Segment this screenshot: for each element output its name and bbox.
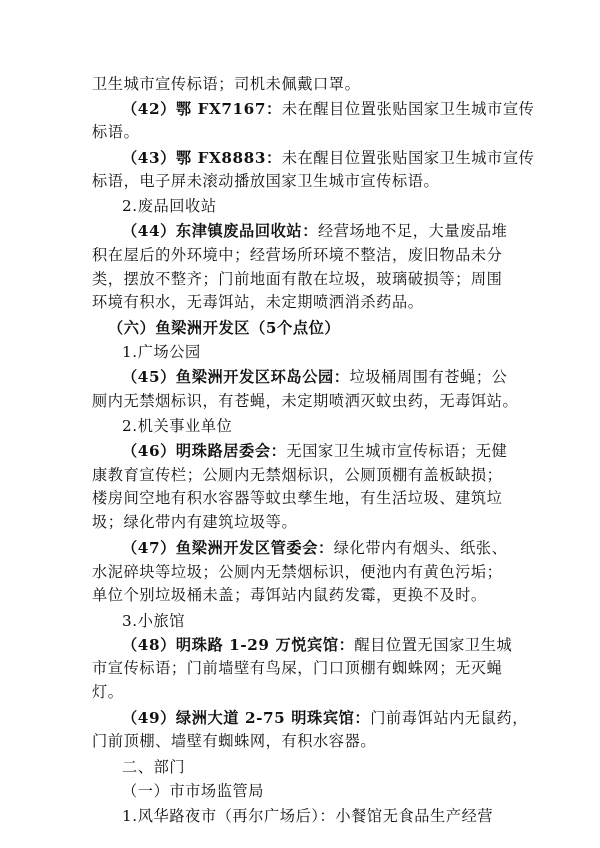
text-line: 灯。 — [92, 683, 124, 702]
text-line: 1.风华路夜市（再尔广场后）：小餐馆无食品生产经营 — [122, 807, 494, 825]
text-line: 类，摆放不整齐；门前地面有散在垃圾，玻璃破损等；周围 — [92, 269, 503, 288]
text-line: 卫生城市宣传标语；司机未佩戴口罩。 — [92, 75, 361, 93]
subheading: 3.小旅馆 — [122, 611, 186, 630]
text-line: 积在屋后的外环境中；经营场所环境不整洁，废旧物品未分 — [92, 245, 503, 264]
text-line: 门前顶棚、墙壁有蜘蛛网，有积水容器。 — [92, 732, 377, 751]
text-line: 单位个别垃圾桶未盖；毒饵站内鼠药发霉，更换不及时。 — [92, 586, 487, 605]
text-line: （48）明珠路 1-29 万悦宾馆：醒目位置无国家卫生城 — [122, 635, 513, 654]
text-line: 标语。 — [92, 123, 140, 142]
subheading: 1.广场公园 — [122, 343, 201, 362]
text-line: 市宣传标语；门前墙壁有鸟屎，门口顶棚有蜘蛛网；无灭蝇 — [92, 659, 503, 678]
text-line: （49）绿洲大道 2-75 明珠宾馆：门前毒饵站内无鼠药， — [122, 708, 529, 727]
text-line: 楼房间空地有积水容器等蚊虫孳生地，有生活垃圾、建筑垃 — [92, 489, 503, 508]
text-line: 水泥碎块等垃圾；公厕内无禁烟标识，便池内有黄色污垢； — [92, 562, 503, 581]
text-line: （44）东津镇废品回收站：经营场地不足，大量废品堆 — [122, 221, 508, 240]
text-line: 厕内无禁烟标识，有苍蝇，未定期喷洒灭蚊虫药，无毒饵站。 — [92, 391, 519, 410]
text-line: 标语，电子屏未滚动播放国家卫生城市宣传标语。 — [92, 171, 440, 190]
subheading: 2.机关事业单位 — [122, 417, 233, 436]
section-heading: （六）鱼梁洲开发区（5个点位） — [108, 318, 341, 337]
section-heading: （一）市市场监管局 — [122, 782, 265, 801]
text-line: （47）鱼梁洲开发区管委会：绿化带内有烟头、纸张、 — [122, 538, 508, 557]
section-heading: 二、部门 — [122, 757, 186, 776]
text-line: （46）明珠路居委会：无国家卫生城市宣传标语；无健 — [122, 441, 508, 460]
text-line: （45）鱼梁洲开发区环岛公园：垃圾桶周围有苍蝇；公 — [122, 368, 508, 386]
text-line: 圾；绿化带内有建筑垃圾等。 — [92, 513, 298, 532]
text-line: （42）鄂 FX7167：未在醒目位置张贴国家卫生城市宣传 — [122, 100, 535, 119]
text-line: 康教育宣传栏；公厕内无禁烟标识，公厕顶棚有盖板缺损； — [92, 465, 503, 484]
text-line: 环境有积水，无毒饵站，未定期喷洒消杀药品。 — [92, 293, 424, 312]
text-line: （43）鄂 FX8883：未在醒目位置张贴国家卫生城市宣传 — [122, 148, 535, 167]
subheading: 2.废品回收站 — [122, 197, 217, 216]
